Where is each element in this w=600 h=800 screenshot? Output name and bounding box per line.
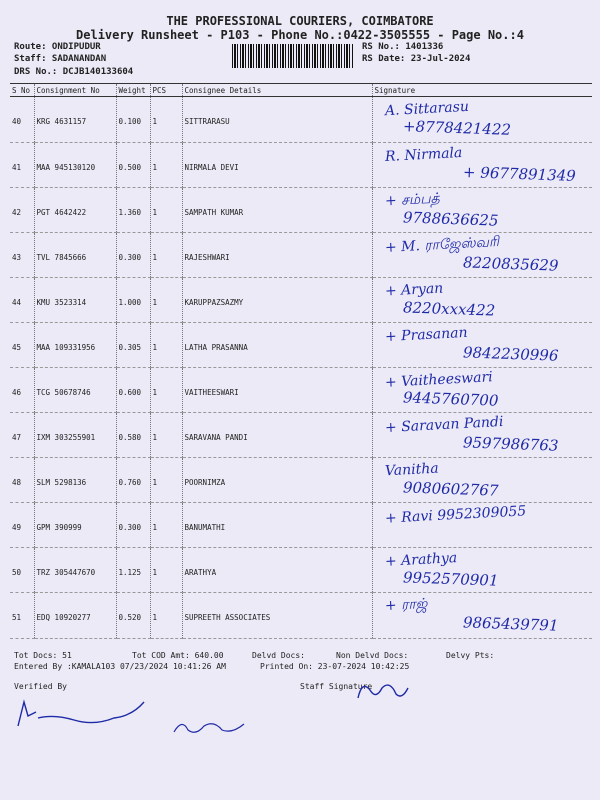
handwritten-name: + Aryan bbox=[384, 280, 444, 300]
table-row bbox=[10, 323, 592, 368]
handwritten-name: + M. ராஜேஸ்வரி bbox=[384, 234, 499, 256]
consignment-number: SLM 5298136 bbox=[34, 458, 116, 503]
entered-by: Entered By :KAMALA103 07/23/2024 10:41:26 AM bbox=[14, 662, 226, 671]
weight: 0.760 bbox=[116, 458, 150, 503]
serial-number: 51 bbox=[10, 593, 34, 639]
handwritten-name: + Prasanan bbox=[384, 324, 468, 346]
pieces: 1 bbox=[150, 368, 182, 413]
signature-cell bbox=[372, 233, 592, 278]
consignee-name: RAJESHWARI bbox=[182, 233, 372, 278]
serial-number: 47 bbox=[10, 413, 34, 458]
col-header: S No bbox=[10, 84, 34, 97]
runsheet-subtitle: Delivery Runsheet - P103 - Phone No.:0422-3505555 - Page No.:4 bbox=[76, 28, 524, 42]
col-header: Signature bbox=[372, 84, 592, 97]
consignment-number: PGT 4642422 bbox=[34, 188, 116, 233]
consignment-number: TVL 7845666 bbox=[34, 233, 116, 278]
handwritten-name: + Arathya bbox=[384, 550, 458, 570]
serial-number: 46 bbox=[10, 368, 34, 413]
handwritten-phone: 9842230996 bbox=[462, 343, 559, 365]
company-title: THE PROFESSIONAL COURIERS, COIMBATORE bbox=[166, 14, 434, 28]
table-row bbox=[10, 548, 592, 593]
consignment-number: TCG 50678746 bbox=[34, 368, 116, 413]
pieces: 1 bbox=[150, 278, 182, 323]
table-row bbox=[10, 278, 592, 323]
table-row bbox=[10, 97, 592, 143]
consignment-number: KRG 4631157 bbox=[34, 97, 116, 143]
handwritten-phone: 8220xxx422 bbox=[402, 298, 495, 320]
weight: 0.500 bbox=[116, 143, 150, 188]
pieces: 1 bbox=[150, 188, 182, 233]
handwritten-phone: 8220835629 bbox=[462, 253, 559, 275]
table-row bbox=[10, 368, 592, 413]
serial-number: 42 bbox=[10, 188, 34, 233]
consignee-name: VAITHEESWARI bbox=[182, 368, 372, 413]
pieces: 1 bbox=[150, 97, 182, 143]
delivered-docs: Delvd Docs: bbox=[252, 651, 305, 660]
col-header: PCS bbox=[150, 84, 182, 97]
serial-number: 50 bbox=[10, 548, 34, 593]
total-docs: Tot Docs: 51 bbox=[14, 651, 72, 660]
handwritten-phone: 9865439791 bbox=[462, 613, 559, 635]
table-row bbox=[10, 458, 592, 503]
handwritten-phone: + 9677891349 bbox=[462, 163, 576, 185]
consignee-name: SITTRARASU bbox=[182, 97, 372, 143]
consignee-name: LATHA PRASANNA bbox=[182, 323, 372, 368]
handwritten-name: + ராஜ் bbox=[384, 595, 428, 615]
table-row bbox=[10, 413, 592, 458]
second-signature bbox=[170, 712, 250, 740]
consignment-number: IXM 303255901 bbox=[34, 413, 116, 458]
staff-signature bbox=[352, 676, 412, 706]
pieces: 1 bbox=[150, 233, 182, 278]
drs-number: DRS No.: DCJB140133604 bbox=[14, 67, 134, 77]
handwritten-name: + Saravan Pandi bbox=[384, 413, 504, 437]
handwritten-name: + Ravi 9952309055 bbox=[384, 503, 527, 527]
consignment-number: MAA 109331956 bbox=[34, 323, 116, 368]
signature-cell bbox=[372, 413, 592, 458]
consignee-name: SARAVANA PANDI bbox=[182, 413, 372, 458]
serial-number: 48 bbox=[10, 458, 34, 503]
handwritten-name: A. Sittarasu bbox=[384, 98, 469, 120]
staff-signature-label: Staff Signature bbox=[300, 682, 373, 691]
signature-cell bbox=[372, 188, 592, 233]
consignment-number: EDQ 10920277 bbox=[34, 593, 116, 639]
table-row bbox=[10, 188, 592, 233]
serial-number: 45 bbox=[10, 323, 34, 368]
signature-cell bbox=[372, 548, 592, 593]
signature-cell bbox=[372, 503, 592, 548]
consignment-number: MAA 945130120 bbox=[34, 143, 116, 188]
weight: 0.600 bbox=[116, 368, 150, 413]
weight: 0.580 bbox=[116, 413, 150, 458]
barcode bbox=[232, 44, 354, 68]
serial-number: 49 bbox=[10, 503, 34, 548]
handwritten-phone: +8778421422 bbox=[402, 117, 511, 139]
consignee-name: BANUMATHI bbox=[182, 503, 372, 548]
consignment-number: KMU 3523314 bbox=[34, 278, 116, 323]
delivery-points: Delvy Pts: bbox=[446, 651, 495, 660]
signature-cell bbox=[372, 278, 592, 323]
consignee-name: POORNIMZA bbox=[182, 458, 372, 503]
consignee-name: NIRMALA DEVI bbox=[182, 143, 372, 188]
handwritten-phone: 9445760700 bbox=[402, 388, 499, 410]
serial-number: 44 bbox=[10, 278, 34, 323]
pieces: 1 bbox=[150, 323, 182, 368]
table-header-row bbox=[10, 84, 592, 97]
col-header: Consignee Details bbox=[182, 84, 372, 97]
consignee-name: ARATHYA bbox=[182, 548, 372, 593]
table-row bbox=[10, 593, 592, 639]
handwritten-name: + Vaitheeswari bbox=[384, 369, 493, 391]
pieces: 1 bbox=[150, 593, 182, 639]
weight: 0.300 bbox=[116, 233, 150, 278]
col-header: Consignment No bbox=[34, 84, 116, 97]
total-cod-amount: Tot COD Amt: 640.00 bbox=[132, 651, 224, 660]
pieces: 1 bbox=[150, 458, 182, 503]
printed-on: Printed On: 23-07-2024 10:42:25 bbox=[260, 662, 410, 671]
weight: 1.000 bbox=[116, 278, 150, 323]
pieces: 1 bbox=[150, 503, 182, 548]
consignee-name: KARUPPAZSAZMY bbox=[182, 278, 372, 323]
handwritten-phone: 9080602767 bbox=[402, 478, 499, 500]
pieces: 1 bbox=[150, 548, 182, 593]
weight: 0.520 bbox=[116, 593, 150, 639]
rs-number: RS No.: 1401336 bbox=[362, 42, 444, 52]
handwritten-name: + சம்பத் bbox=[384, 190, 440, 210]
route-label: Route: ONDIPUDUR bbox=[14, 42, 101, 52]
consignment-number: GPM 390999 bbox=[34, 503, 116, 548]
weight: 0.100 bbox=[116, 97, 150, 143]
handwritten-name: Vanitha bbox=[384, 460, 439, 480]
col-header: Weight bbox=[116, 84, 150, 97]
signature-cell bbox=[372, 458, 592, 503]
consignee-name: SAMPATH KUMAR bbox=[182, 188, 372, 233]
pieces: 1 bbox=[150, 413, 182, 458]
serial-number: 40 bbox=[10, 97, 34, 143]
weight: 1.125 bbox=[116, 548, 150, 593]
consignment-number: TRZ 305447670 bbox=[34, 548, 116, 593]
consignee-name: SUPREETH ASSOCIATES bbox=[182, 593, 372, 639]
handwritten-phone: 9952570901 bbox=[402, 568, 499, 590]
serial-number: 43 bbox=[10, 233, 34, 278]
runsheet-table bbox=[10, 83, 592, 639]
handwritten-name: R. Nirmala bbox=[384, 144, 463, 166]
pieces: 1 bbox=[150, 143, 182, 188]
rs-date: RS Date: 23-Jul-2024 bbox=[362, 54, 471, 64]
signature-cell bbox=[372, 368, 592, 413]
table-row bbox=[10, 233, 592, 278]
serial-number: 41 bbox=[10, 143, 34, 188]
weight: 0.305 bbox=[116, 323, 150, 368]
verifier-signature bbox=[14, 696, 154, 736]
weight: 1.360 bbox=[116, 188, 150, 233]
handwritten-phone: 9788636625 bbox=[402, 208, 499, 230]
table-row bbox=[10, 143, 592, 188]
signature-cell bbox=[372, 97, 592, 143]
non-delivered-docs: Non Delvd Docs: bbox=[336, 651, 409, 660]
weight: 0.300 bbox=[116, 503, 150, 548]
handwritten-phone: 9597986763 bbox=[462, 433, 559, 455]
signature-cell bbox=[372, 323, 592, 368]
table-row bbox=[10, 503, 592, 548]
signature-cell bbox=[372, 593, 592, 639]
signature-cell bbox=[372, 143, 592, 188]
verified-by-label: Verified By bbox=[14, 682, 67, 691]
staff-label: Staff: SADANANDAN bbox=[14, 54, 107, 64]
